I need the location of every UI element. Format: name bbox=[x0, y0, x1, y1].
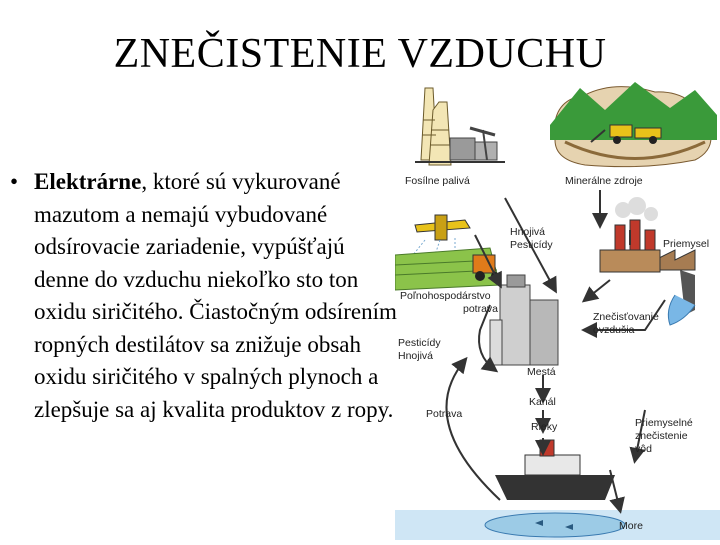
bullet-paragraph bbox=[10, 166, 405, 426]
pollution-pipe-illustration bbox=[668, 270, 695, 325]
label-znecistenie: znečistenie bbox=[635, 430, 688, 442]
label-mesta: Mestá bbox=[527, 366, 556, 378]
ship-illustration bbox=[395, 440, 720, 540]
bullet-marker: • bbox=[10, 169, 19, 194]
label-rieky: Rieky bbox=[531, 421, 558, 433]
label-potrava-top: potrava bbox=[463, 303, 499, 315]
paragraph-text bbox=[34, 166, 405, 426]
label-polnohospodarstvo: Poľnohospodárstvo bbox=[400, 290, 491, 302]
mine-illustration bbox=[550, 82, 717, 167]
label-znecistovanie: Znečisťovanie bbox=[593, 311, 659, 323]
label-more: More bbox=[619, 520, 643, 532]
label-priemyselne: Priemyselné bbox=[635, 417, 693, 429]
paragraph-body: , ktoré sú vykurované mazutom a nemajú vybudované odsírovacie zariadenie, vypúšťajú denne do vzduchu niekoľko sto ton oxidu siričitého. Čiastočným odsírením ropných destilátov sa znižuje obsah oxidu siričitého v spalných plynoch a zlepšuje sa aj kvalita produktov z ropy. bbox=[34, 169, 397, 422]
label-potrava: Potrava bbox=[426, 408, 463, 420]
label-kanal: Kanál bbox=[529, 396, 556, 408]
label-mineralne-zdroje: Minerálne zdroje bbox=[565, 175, 643, 187]
label-hnojiva-2: Hnojivá bbox=[398, 350, 434, 362]
label-priemysel: Priemysel bbox=[663, 238, 710, 250]
lead-term: Elektrárne bbox=[34, 169, 142, 194]
oil-derricks-illustration bbox=[415, 88, 505, 165]
slide-title: ZNEČISTENIE VZDUCHU bbox=[113, 31, 607, 77]
label-fosilne-paliva: Fosílne palivá bbox=[405, 175, 470, 187]
label-pesticidy: Pesticídy bbox=[510, 239, 553, 251]
factory-illustration bbox=[600, 197, 695, 272]
label-ovzdusia: ovzdušia bbox=[593, 324, 635, 336]
label-vod: vôd bbox=[635, 443, 652, 455]
pollution-cycle-diagram bbox=[395, 80, 720, 540]
city-illustration bbox=[490, 275, 558, 365]
label-hnojiva: Hnojivá bbox=[510, 226, 546, 238]
diagram-illustrations bbox=[395, 80, 720, 540]
label-pesticidy-2: Pesticídy bbox=[398, 337, 441, 349]
